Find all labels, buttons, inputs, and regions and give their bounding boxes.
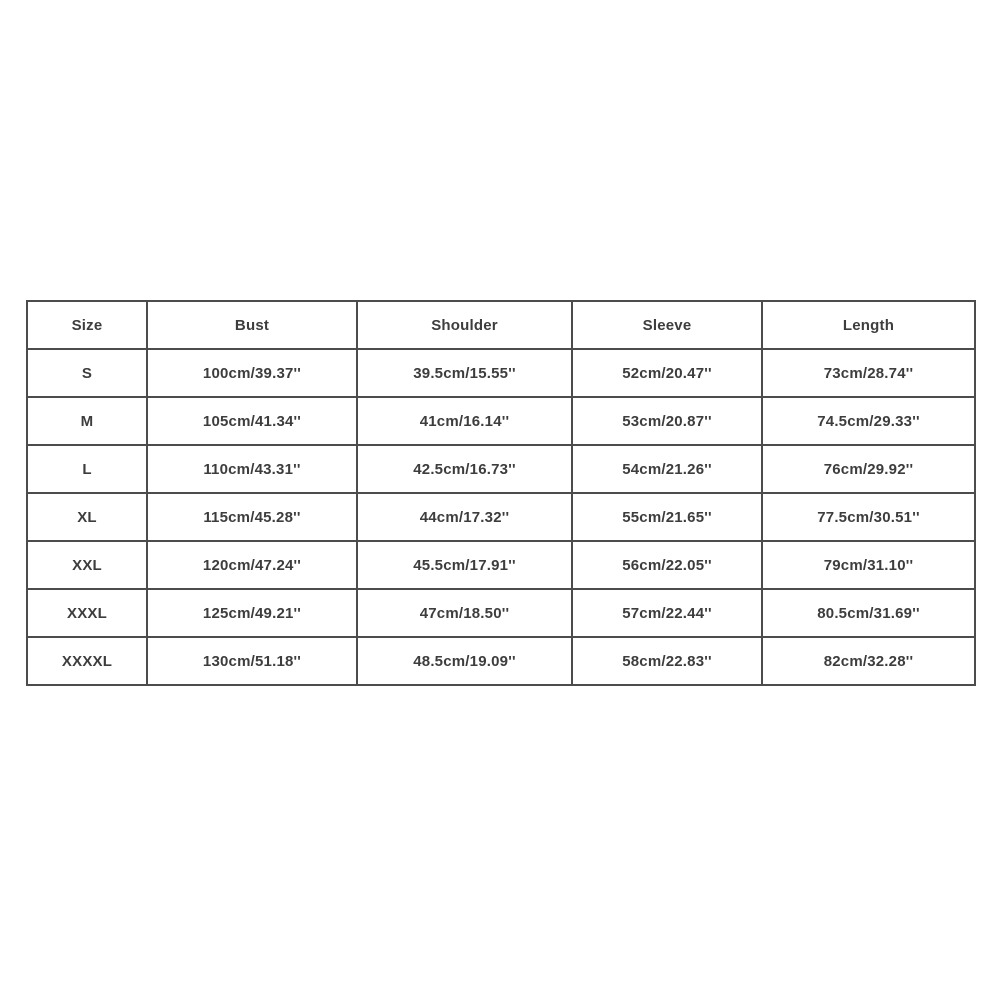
table-cell: 73cm/28.74'' xyxy=(762,349,975,397)
table-row xyxy=(27,493,975,541)
size-chart-table xyxy=(26,300,976,686)
table-cell: 47cm/18.50'' xyxy=(357,589,572,637)
column-header-sleeve: Sleeve xyxy=(572,301,762,349)
header-row xyxy=(27,301,975,349)
table-row xyxy=(27,349,975,397)
table-cell: 110cm/43.31'' xyxy=(147,445,357,493)
size-cell: XXXL xyxy=(27,589,147,637)
size-cell: XXXXL xyxy=(27,637,147,685)
table-row xyxy=(27,397,975,445)
table-cell: 55cm/21.65'' xyxy=(572,493,762,541)
table-cell: 82cm/32.28'' xyxy=(762,637,975,685)
table-row xyxy=(27,445,975,493)
table-cell: 130cm/51.18'' xyxy=(147,637,357,685)
table-cell: 58cm/22.83'' xyxy=(572,637,762,685)
column-header-shoulder: Shoulder xyxy=(357,301,572,349)
table-cell: 53cm/20.87'' xyxy=(572,397,762,445)
column-header-size: Size xyxy=(27,301,147,349)
table-cell: 48.5cm/19.09'' xyxy=(357,637,572,685)
table-cell: 39.5cm/15.55'' xyxy=(357,349,572,397)
table-cell: 42.5cm/16.73'' xyxy=(357,445,572,493)
table-cell: 54cm/21.26'' xyxy=(572,445,762,493)
size-cell: L xyxy=(27,445,147,493)
table-cell: 57cm/22.44'' xyxy=(572,589,762,637)
table-row xyxy=(27,541,975,589)
size-cell: M xyxy=(27,397,147,445)
table-cell: 120cm/47.24'' xyxy=(147,541,357,589)
table-cell: 74.5cm/29.33'' xyxy=(762,397,975,445)
table-cell: 76cm/29.92'' xyxy=(762,445,975,493)
table-cell: 105cm/41.34'' xyxy=(147,397,357,445)
size-cell: XXL xyxy=(27,541,147,589)
table-row xyxy=(27,637,975,685)
table-cell: 45.5cm/17.91'' xyxy=(357,541,572,589)
table-cell: 44cm/17.32'' xyxy=(357,493,572,541)
table-cell: 80.5cm/31.69'' xyxy=(762,589,975,637)
table-cell: 115cm/45.28'' xyxy=(147,493,357,541)
table-cell: 125cm/49.21'' xyxy=(147,589,357,637)
table-cell: 79cm/31.10'' xyxy=(762,541,975,589)
table-row xyxy=(27,589,975,637)
table-cell: 77.5cm/30.51'' xyxy=(762,493,975,541)
table-cell: 56cm/22.05'' xyxy=(572,541,762,589)
column-header-length: Length xyxy=(762,301,975,349)
size-cell: S xyxy=(27,349,147,397)
table-cell: 100cm/39.37'' xyxy=(147,349,357,397)
table-cell: 52cm/20.47'' xyxy=(572,349,762,397)
size-cell: XL xyxy=(27,493,147,541)
table-cell: 41cm/16.14'' xyxy=(357,397,572,445)
column-header-bust: Bust xyxy=(147,301,357,349)
